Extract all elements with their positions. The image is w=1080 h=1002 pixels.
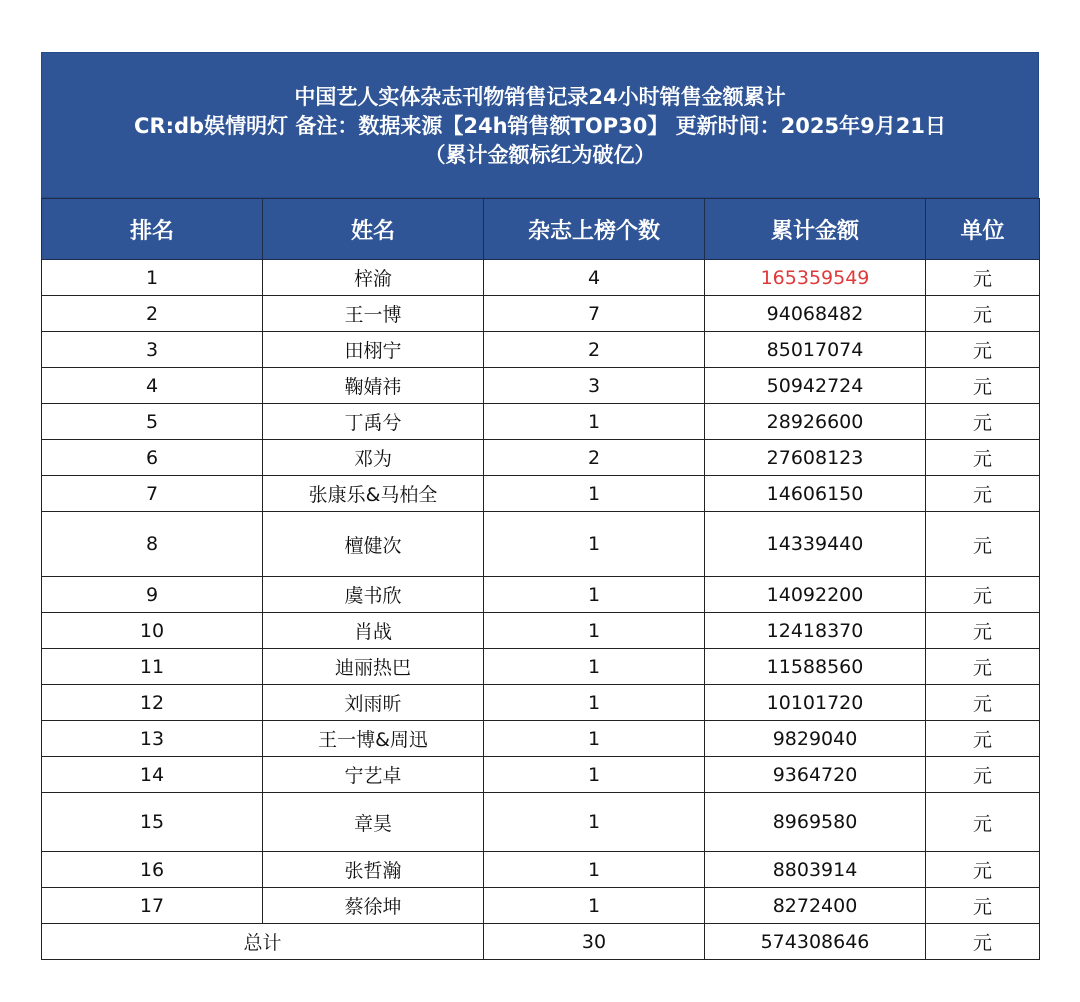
- name-cell: 王一博: [263, 296, 484, 332]
- rank-cell: 9: [42, 577, 263, 613]
- table-row: [42, 296, 1040, 332]
- magazine-count-cell: 1: [484, 476, 705, 512]
- name-cell: 章昊: [263, 793, 484, 852]
- name-cell: 虞书欣: [263, 577, 484, 613]
- magazine-count-cell: 1: [484, 793, 705, 852]
- table-row: [42, 440, 1040, 476]
- unit-cell: 元: [926, 476, 1040, 512]
- unit-cell: 元: [926, 852, 1040, 888]
- rank-cell: 11: [42, 649, 263, 685]
- amount-cell: 10101720: [705, 685, 926, 721]
- sales-table: [41, 198, 1040, 960]
- unit-cell: 元: [926, 512, 1040, 577]
- table-row: [42, 888, 1040, 924]
- name-cell: 邓为: [263, 440, 484, 476]
- amount-cell: 8803914: [705, 852, 926, 888]
- column-header-unit: 单位: [926, 199, 1040, 260]
- total-amount: 574308646: [705, 924, 926, 960]
- magazine-count-cell: 1: [484, 577, 705, 613]
- magazine-count-cell: 1: [484, 685, 705, 721]
- table-row: [42, 332, 1040, 368]
- name-cell: 王一博&周迅: [263, 721, 484, 757]
- rank-cell: 4: [42, 368, 263, 404]
- table-row: [42, 476, 1040, 512]
- table-row: [42, 260, 1040, 296]
- amount-cell: 14606150: [705, 476, 926, 512]
- unit-cell: 元: [926, 296, 1040, 332]
- name-cell: 肖战: [263, 613, 484, 649]
- title-line-source: CR:db娱情明灯 备注：数据来源【24h销售额TOP30】 更新时间：2025年9月21日: [134, 114, 946, 138]
- name-cell: 张康乐&马柏全: [263, 476, 484, 512]
- magazine-count-cell: 1: [484, 404, 705, 440]
- rank-cell: 14: [42, 757, 263, 793]
- magazine-count-cell: 7: [484, 296, 705, 332]
- rank-cell: 10: [42, 613, 263, 649]
- magazine-count-cell: 1: [484, 721, 705, 757]
- amount-cell: 9364720: [705, 757, 926, 793]
- unit-cell: 元: [926, 440, 1040, 476]
- name-cell: 丁禹兮: [263, 404, 484, 440]
- amount-cell: 50942724: [705, 368, 926, 404]
- name-cell: 蔡徐坤: [263, 888, 484, 924]
- rank-cell: 15: [42, 793, 263, 852]
- amount-cell: 28926600: [705, 404, 926, 440]
- column-header-name: 姓名: [263, 199, 484, 260]
- amount-cell: 27608123: [705, 440, 926, 476]
- column-header-rank: 排名: [42, 199, 263, 260]
- unit-cell: 元: [926, 793, 1040, 852]
- rank-cell: 12: [42, 685, 263, 721]
- magazine-count-cell: 3: [484, 368, 705, 404]
- amount-cell: 11588560: [705, 649, 926, 685]
- rank-cell: 7: [42, 476, 263, 512]
- name-cell: 张哲瀚: [263, 852, 484, 888]
- total-label: 总计: [42, 924, 484, 960]
- name-cell: 鞠婧祎: [263, 368, 484, 404]
- table-row: [42, 793, 1040, 852]
- table-row: [42, 512, 1040, 577]
- column-header-amount: 累计金额: [705, 199, 926, 260]
- magazine-count-cell: 2: [484, 332, 705, 368]
- rank-cell: 2: [42, 296, 263, 332]
- rank-cell: 8: [42, 512, 263, 577]
- unit-cell: 元: [926, 613, 1040, 649]
- column-header-magazine-count: 杂志上榜个数: [484, 199, 705, 260]
- amount-cell: 14092200: [705, 577, 926, 613]
- rank-cell: 17: [42, 888, 263, 924]
- amount-cell: 8272400: [705, 888, 926, 924]
- amount-cell: 14339440: [705, 512, 926, 577]
- table-row: [42, 852, 1040, 888]
- table-row: [42, 721, 1040, 757]
- magazine-count-cell: 1: [484, 649, 705, 685]
- amount-cell: 85017074: [705, 332, 926, 368]
- rank-cell: 5: [42, 404, 263, 440]
- unit-cell: 元: [926, 649, 1040, 685]
- name-cell: 田栩宁: [263, 332, 484, 368]
- title-line-note: （累计金额标红为破亿）: [424, 143, 656, 167]
- title-line-main: 中国艺人实体杂志刊物销售记录24小时销售金额累计: [294, 85, 786, 109]
- unit-cell: 元: [926, 888, 1040, 924]
- sales-table-sheet: [41, 52, 1039, 960]
- amount-cell: 8969580: [705, 793, 926, 852]
- magazine-count-cell: 1: [484, 852, 705, 888]
- unit-cell: 元: [926, 260, 1040, 296]
- table-row: [42, 613, 1040, 649]
- table-row: [42, 685, 1040, 721]
- unit-cell: 元: [926, 332, 1040, 368]
- rank-cell: 3: [42, 332, 263, 368]
- table-row: [42, 649, 1040, 685]
- magazine-count-cell: 2: [484, 440, 705, 476]
- amount-cell: 9829040: [705, 721, 926, 757]
- table-header-row: [42, 199, 1040, 260]
- table-row: [42, 368, 1040, 404]
- total-count: 30: [484, 924, 705, 960]
- unit-cell: 元: [926, 577, 1040, 613]
- total-unit: 元: [926, 924, 1040, 960]
- name-cell: 梓渝: [263, 260, 484, 296]
- table-row: [42, 404, 1040, 440]
- amount-cell: 12418370: [705, 613, 926, 649]
- table-row: [42, 757, 1040, 793]
- table-title-banner: [41, 52, 1039, 198]
- name-cell: 宁艺卓: [263, 757, 484, 793]
- magazine-count-cell: 1: [484, 888, 705, 924]
- name-cell: 刘雨昕: [263, 685, 484, 721]
- rank-cell: 1: [42, 260, 263, 296]
- unit-cell: 元: [926, 721, 1040, 757]
- rank-cell: 6: [42, 440, 263, 476]
- magazine-count-cell: 1: [484, 757, 705, 793]
- unit-cell: 元: [926, 368, 1040, 404]
- rank-cell: 16: [42, 852, 263, 888]
- table-row: [42, 577, 1040, 613]
- name-cell: 迪丽热巴: [263, 649, 484, 685]
- magazine-count-cell: 4: [484, 260, 705, 296]
- total-row: [42, 924, 1040, 960]
- amount-cell: 94068482: [705, 296, 926, 332]
- unit-cell: 元: [926, 404, 1040, 440]
- name-cell: 檀健次: [263, 512, 484, 577]
- magazine-count-cell: 1: [484, 613, 705, 649]
- magazine-count-cell: 1: [484, 512, 705, 577]
- rank-cell: 13: [42, 721, 263, 757]
- unit-cell: 元: [926, 685, 1040, 721]
- amount-cell: 165359549: [705, 260, 926, 296]
- unit-cell: 元: [926, 757, 1040, 793]
